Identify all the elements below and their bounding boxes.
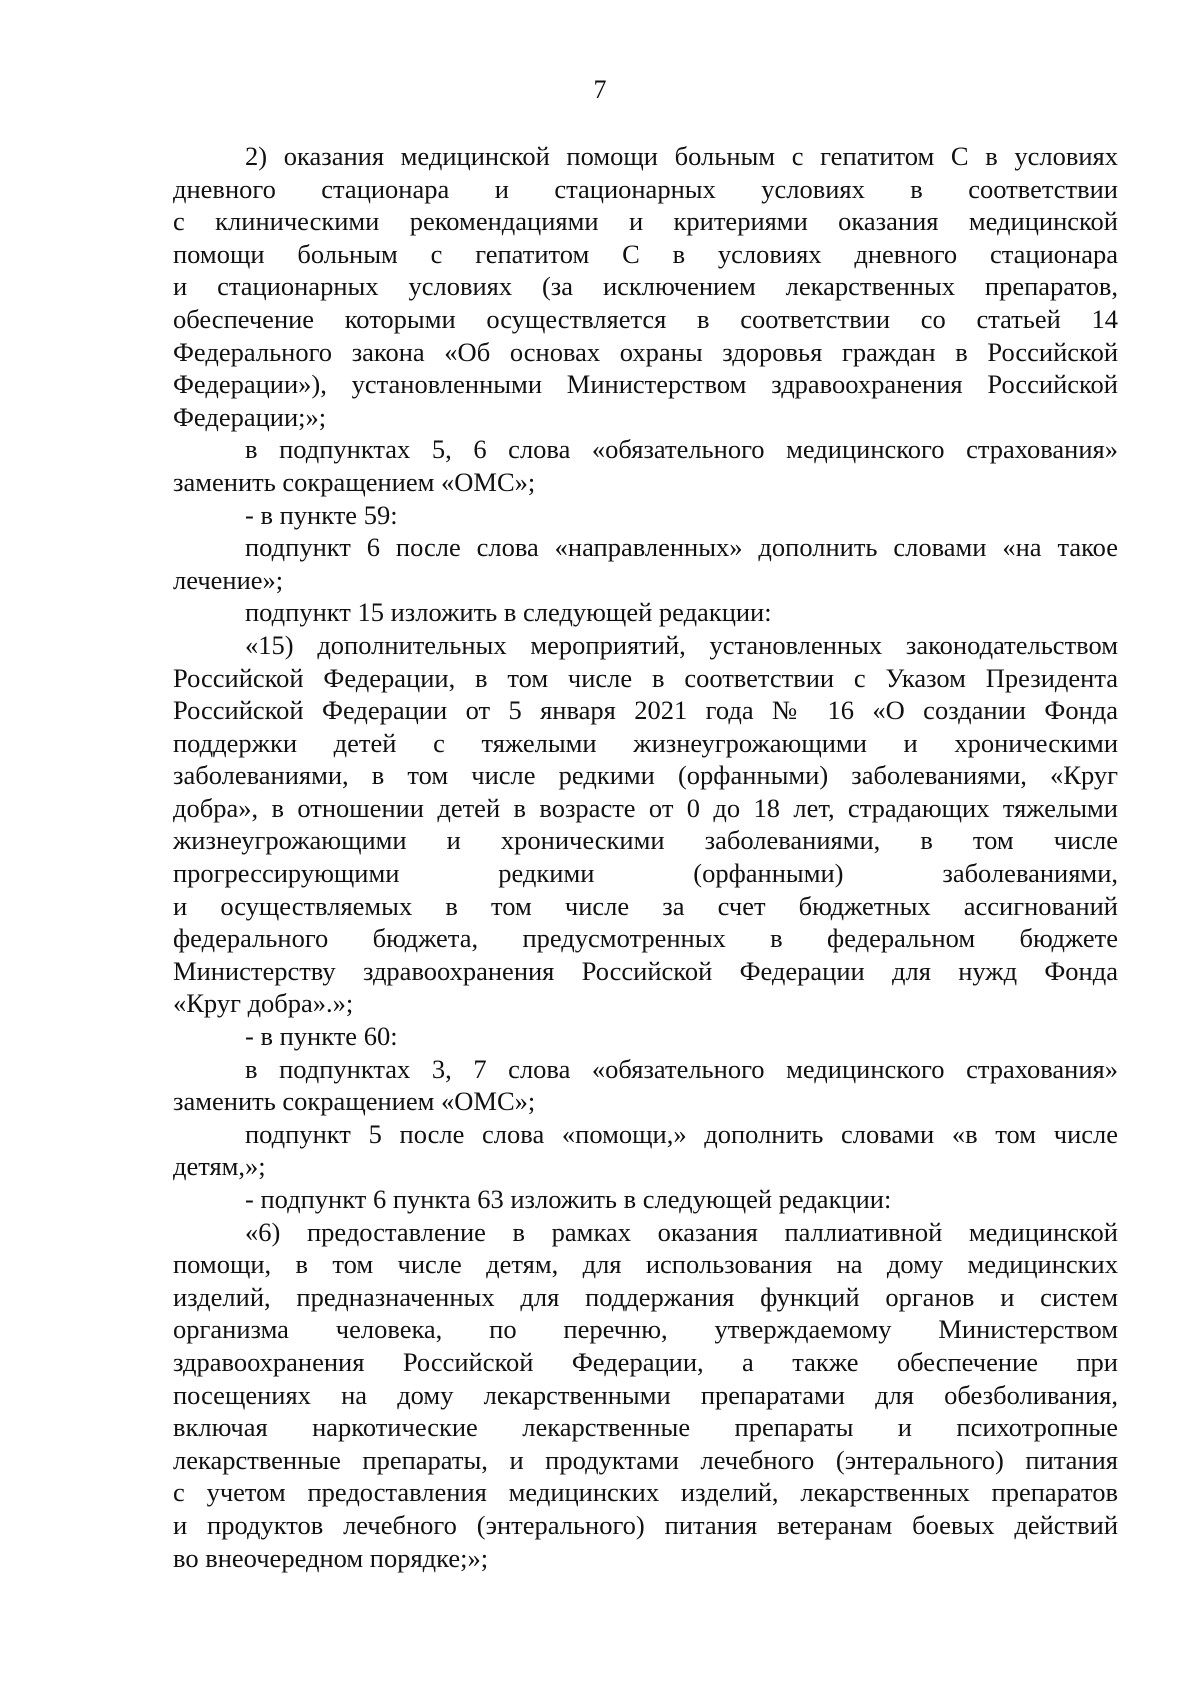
text-line: Российской Федерации, в том числе в соответствии с Указом Президента: [173, 662, 1118, 693]
text-line: прогрессирующими редкими (орфанными) заболеваниями,: [173, 858, 1118, 889]
text-line: - в пункте 59:: [245, 499, 398, 530]
text-line: обеспечение которыми осуществляется в соответствии со статьей 14: [173, 303, 1118, 334]
text-line: посещениях на дому лекарственными препаратами для обезболивания,: [173, 1379, 1118, 1410]
text-line: и осуществляемых в том числе за счет бюджетных ассигнований: [173, 890, 1118, 921]
text-line: поддержки детей с тяжелыми жизнеугрожающими и хроническими: [173, 727, 1118, 758]
text-line: включая наркотические лекарственные препараты и психотропные: [173, 1412, 1118, 1443]
text-line: организма человека, по перечню, утверждаемому Министерством: [173, 1314, 1118, 1345]
text-line: подпункт 5 после слова «помощи,» дополнить словами «в том числе: [245, 1118, 1118, 1149]
text-line: Министерству здравоохранения Российской Федерации для нужд Фонда: [173, 955, 1118, 986]
text-line: подпункт 6 после слова «направленных» дополнить словами «на такое: [245, 532, 1118, 563]
text-line: заменить сокращением «ОМС»;: [173, 466, 536, 497]
text-line: дневного стационара и стационарных условиях в соответствии: [173, 173, 1118, 204]
text-line: жизнеугрожающими и хроническими заболеваниями, в том числе: [173, 825, 1118, 856]
text-line: и стационарных условиях (за исключением лекарственных препаратов,: [173, 271, 1118, 302]
text-line: 2) оказания медицинской помощи больным с гепатитом С в условиях: [245, 141, 1118, 171]
text-line: Федерации;»;: [173, 401, 327, 432]
text-line: лечение»;: [173, 564, 284, 595]
page-number: 7: [593, 75, 607, 104]
text-line: заболеваниями, в том числе редкими (орфанными) заболеваниями, «Круг: [173, 760, 1118, 791]
text-line: во внеочередном порядке;»;: [173, 1542, 489, 1573]
text-line: Российской Федерации от 5 января 2021 года № 16 «О создании Фонда: [173, 695, 1118, 726]
text-line: - подпункт 6 пункта 63 изложить в следующей редакции:: [245, 1184, 892, 1214]
text-line: лекарственные препараты, и продуктами лечебного (энтерального) питания: [173, 1444, 1118, 1475]
text-line: - в пункте 60:: [245, 1021, 398, 1052]
text-line: в подпунктах 5, 6 слова «обязательного медицинского страхования»: [245, 434, 1118, 465]
text-line: в подпунктах 3, 7 слова «обязательного медицинского страхования»: [245, 1053, 1118, 1084]
text-line: здравоохранения Российской Федерации, а также обеспечение при: [173, 1346, 1118, 1377]
text-line: детям,»;: [173, 1151, 266, 1182]
document-body: [173, 140, 1118, 1574]
text-line: федерального бюджета, предусмотренных в федеральном бюджете: [173, 923, 1118, 954]
text-line: «Круг добра».»;: [173, 988, 354, 1019]
text-line: с клиническими рекомендациями и критериями оказания медицинской: [173, 206, 1118, 237]
text-line: добра», в отношении детей в возрасте от 0 до 18 лет, страдающих тяжелыми: [173, 792, 1118, 823]
text-line: и продуктов лечебного (энтерального) питания ветеранам боевых действий: [173, 1509, 1118, 1540]
text-line: помощи больным с гепатитом С в условиях дневного стационара: [173, 238, 1118, 269]
text-line: «6) предоставление в рамках оказания паллиативной медицинской: [245, 1216, 1118, 1247]
text-line: Федерации»), установленными Министерством здравоохранения Российской: [173, 369, 1118, 400]
text-line: с учетом предоставления медицинских изделий, лекарственных препаратов: [173, 1477, 1118, 1508]
text-line: подпункт 15 изложить в следующей редакции:: [245, 597, 772, 628]
text-line: «15) дополнительных мероприятий, установленных законодательством: [245, 629, 1118, 660]
text-line: изделий, предназначенных для поддержания функций органов и систем: [173, 1281, 1118, 1312]
text-line: заменить сокращением «ОМС»;: [173, 1086, 536, 1117]
text-line: помощи, в том числе детям, для использования на дому медицинских: [173, 1249, 1118, 1280]
text-line: Федерального закона «Об основах охраны здоровья граждан в Российской: [173, 336, 1118, 367]
